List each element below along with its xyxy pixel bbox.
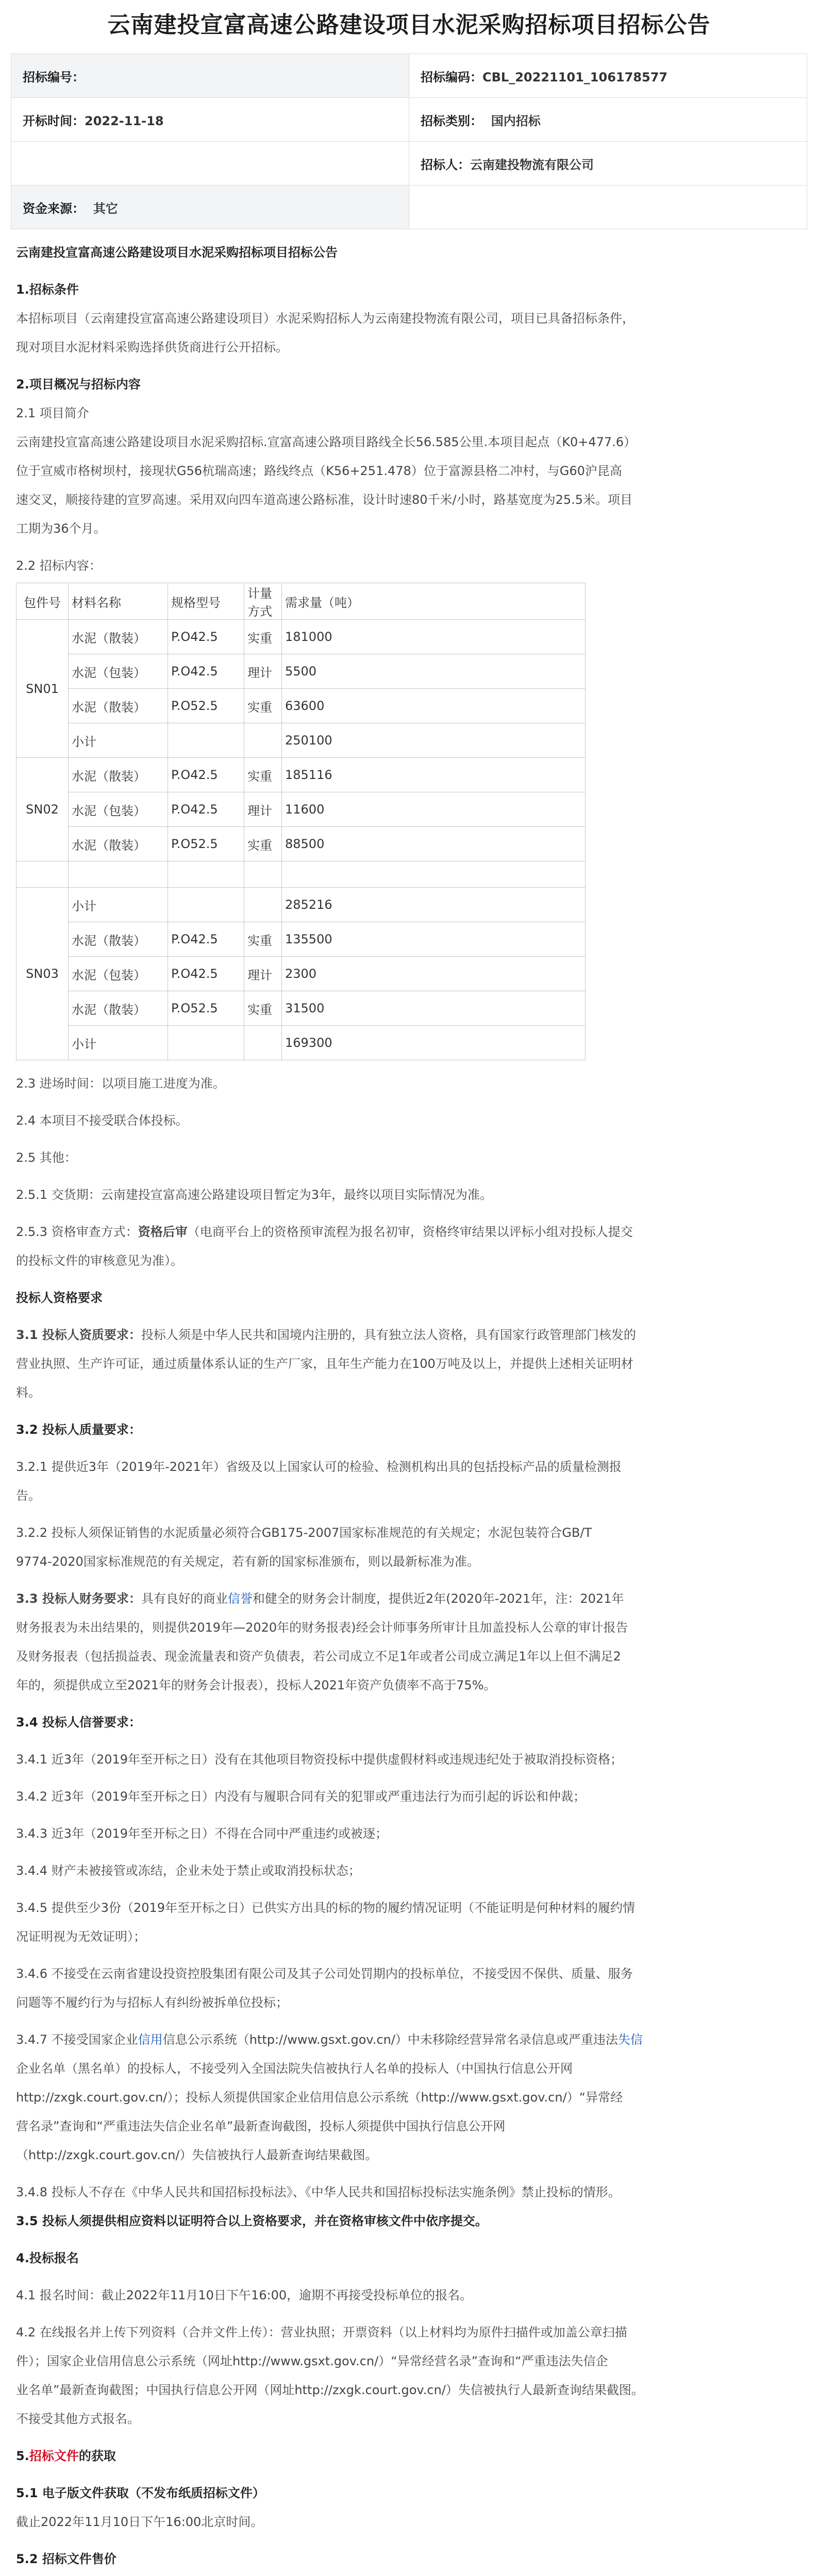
empty-cell [16, 861, 69, 888]
header-material: 材料名称 [69, 583, 168, 620]
spec-cell [168, 723, 244, 758]
spec-cell: P.O52.5 [168, 991, 244, 1026]
paragraph: 告。 [16, 1488, 41, 1503]
paragraph: 现对项目水泥材料采购选择供货商进行公开招标。 [16, 340, 288, 354]
quantity-cell: 169300 [282, 1026, 586, 1060]
paragraph: 速交叉，顺接待建的宣罗高速。采用双向四车道高速公路标准，设计时速80千米/小时，路基宽度为25.5米。项目 [16, 493, 633, 507]
section-5-2-title: 5.2 招标文件售价 [16, 2552, 116, 2566]
material-cell: 小计 [69, 1026, 168, 1060]
info-row [11, 54, 807, 98]
unit-cell [244, 723, 282, 758]
unit-cell [244, 1026, 282, 1060]
announcement-page [11, 0, 807, 2576]
unit-cell: 实重 [244, 620, 282, 654]
paragraph: 问题等不履约行为与招标人有纠纷被拆单位投标； [16, 1995, 288, 2010]
category-label: 招标类别： [421, 113, 482, 128]
material-cell: 小计 [69, 723, 168, 758]
spec-cell: P.O52.5 [168, 827, 244, 861]
paragraph: 3.4.3 近3年（2019年至开标之日）不得在合同中严重违约或被逐； [16, 1826, 388, 1841]
spec-cell: P.O42.5 [168, 922, 244, 957]
quantity-cell: 181000 [282, 620, 586, 654]
paragraph [16, 2028, 802, 2052]
section-5-1-title: 5.1 电子版文件获取（不发布纸质招标文件） [16, 2486, 265, 2500]
text-span: 信息公示系统（http://www.gsxt.gov.cn/）中未移除经营异常名录信息或严重违法 [162, 2032, 618, 2047]
tenderer-value: 云南建投物流有限公司 [470, 157, 594, 172]
header-unit: 计量方式 [244, 583, 282, 620]
bid-code-label: 招标编码： [421, 70, 482, 84]
info-row [11, 142, 807, 185]
paragraph: 4.1 报名时间：截止2022年11月10日下午16:00，逾期不再接受投标单位的报名。 [16, 2288, 473, 2302]
paragraph: 年的，须提供成立至2021年的财务会计报表），投标人2021年资产负债率不高于75%。 [16, 1678, 496, 1692]
material-cell: 水泥（散装） [69, 827, 168, 861]
section-2-title: 2.项目概况与招标内容 [16, 377, 141, 392]
table-row [16, 861, 586, 888]
paragraph: 料。 [16, 1385, 41, 1400]
text-span: 2.5.3 资格审查方式： [16, 1225, 138, 1239]
paragraph: 企业名单（黑名单）的投标人，不接受列入全国法院失信被执行人名单的投标人（中国执行信息公开网 [16, 2061, 573, 2076]
paragraph: 3.2.2 投标人须保证销售的水泥质量必须符合GB175-2007国家标准规范的有关规定；水泥包装符合GB/T [16, 1526, 592, 1540]
quantity-cell: 31500 [282, 991, 586, 1026]
table-row [16, 620, 586, 654]
spec-cell: P.O42.5 [168, 654, 244, 689]
empty-cell [168, 861, 244, 888]
quantity-cell: 185116 [282, 758, 586, 792]
paragraph [16, 1587, 802, 1611]
text-span: 5. [16, 2449, 29, 2463]
paragraph: 营名录”查询和“严重违法失信企业名单”最新查询截图，投标人须提供中国执行信息公开网 [16, 2119, 506, 2133]
section-3-4-title: 3.4 投标人信誉要求： [16, 1715, 141, 1730]
unit-cell: 实重 [244, 827, 282, 861]
source-value: 其它 [93, 201, 118, 216]
paragraph: 不接受其他方式报名。 [16, 2412, 140, 2426]
material-cell: 水泥（散装） [69, 758, 168, 792]
paragraph: 工期为36个月。 [16, 521, 106, 536]
paragraph: 位于宣威市格树坝村，接现状G56杭瑞高速；路线终点（K56+251.478）位于富源县格二冲村，与G60沪昆高 [16, 464, 622, 478]
table-row [16, 758, 586, 792]
bid-number-cell [11, 54, 409, 98]
spec-cell [168, 1026, 244, 1060]
quantity-cell: 88500 [282, 827, 586, 861]
quantity-cell: 11600 [282, 792, 586, 827]
paragraph: 2.4 本项目不接受联合体投标。 [16, 1113, 188, 1128]
table-row [16, 654, 586, 689]
quantity-cell: 2300 [282, 957, 586, 991]
intro-title: 云南建投宣富高速公路建设项目水泥采购招标项目招标公告 [16, 245, 338, 260]
category-cell [409, 98, 807, 142]
paragraph: 3.4.5 提供至少3份（2019年至开标之日）已供实方出具的标的物的履约情况证明（不能证明是何种材料的履约情 [16, 1901, 636, 1915]
text-span: 和健全的财务会计制度，提供近2年(2020年-2021年，注：2021年 [252, 1591, 624, 1606]
paragraph: 2.5.1 交货期：云南建投宣富高速公路建设项目暂定为3年，最终以项目实际情况为准。 [16, 1188, 492, 1202]
paragraph: 3.4.6 不接受在云南省建设投资控股集团有限公司及其子公司处罚期内的投标单位，不接受因不保供、质量、服务 [16, 1967, 633, 1981]
table-row [16, 792, 586, 827]
spec-cell [168, 888, 244, 922]
paragraph: 9774-2020国家标准规范的有关规定，若有新的国家标准颁布，则以最新标准为准。 [16, 1554, 479, 1569]
info-row [11, 98, 807, 142]
info-row [11, 185, 807, 229]
paragraph: 财务报表为未出结果的，则提供2019年—2020年的财务报表)经会计师事务所审计且加盖投标人公章的审计报告 [16, 1620, 628, 1635]
start-time-cell [11, 98, 409, 142]
paragraph: 4.2 在线报名并上传下列资料（合并文件上传）：营业执照；开票资料（以上材料均为原件扫描件或加盖公章扫描 [16, 2325, 627, 2340]
section-1-title: 1.招标条件 [16, 282, 79, 297]
unit-cell: 实重 [244, 758, 282, 792]
tenderer-cell [409, 142, 807, 185]
empty-cell [69, 861, 168, 888]
paragraph: http://zxgk.court.gov.cn/）；投标人须提供国家企业信用信息公示系统（http://www.gsxt.gov.cn/）“异常经 [16, 2090, 623, 2105]
unit-cell: 实重 [244, 689, 282, 723]
credit-link[interactable]: 信誉 [227, 1591, 253, 1606]
unit-cell: 理计 [244, 654, 282, 689]
bid-code-value: CBL_20221101_106178577 [482, 70, 668, 84]
empty-cell [282, 861, 586, 888]
category-value: 国内招标 [491, 113, 541, 128]
material-cell: 水泥（散装） [69, 922, 168, 957]
spec-cell: P.O42.5 [168, 758, 244, 792]
dishonest-link[interactable]: 失信 [617, 2032, 643, 2047]
table-row [16, 888, 586, 922]
table-row [16, 922, 586, 957]
table-row [16, 1026, 586, 1060]
announcement-content [11, 229, 807, 2576]
unit-cell: 实重 [244, 922, 282, 957]
package-cell: SN01 [16, 620, 69, 758]
start-time-value: 2022-11-18 [85, 113, 164, 128]
material-cell: 水泥（包装） [69, 792, 168, 827]
material-cell: 水泥（散装） [69, 620, 168, 654]
spec-cell: P.O42.5 [168, 792, 244, 827]
empty-cell [409, 185, 807, 229]
material-cell: 水泥（散装） [69, 689, 168, 723]
header-spec: 规格型号 [168, 583, 244, 620]
empty-cell [244, 861, 282, 888]
spec-cell: P.O42.5 [168, 957, 244, 991]
paragraph: 及财务报表（包括损益表、现金流量表和资产负债表，若公司成立不足1年或者公司成立满足1年以上但不满足2 [16, 1649, 621, 1664]
text-span: 投标人须是中华人民共和国境内注册的，具有独立法人资格，具有国家行政管理部门核发的 [141, 1328, 636, 1342]
section-3-title: 投标人资格要求 [16, 1291, 103, 1305]
quantity-cell: 285216 [282, 888, 586, 922]
source-cell [11, 185, 409, 229]
bold-text: 3.3 投标人财务要求： [16, 1591, 141, 1606]
info-table [11, 54, 807, 229]
bid-document-link[interactable]: 招标文件 [29, 2449, 79, 2463]
paragraph: 截止2022年11月10日下午16:00北京时间。 [16, 2515, 263, 2529]
material-cell: 水泥（散装） [69, 991, 168, 1026]
paragraph: 2.3 进场时间：以项目施工进度为准。 [16, 1076, 225, 1091]
unit-cell: 理计 [244, 957, 282, 991]
paragraph: 云南建投宣富高速公路建设项目水泥采购招标.宣富高速公路项目路线全长56.585公里.本项目起点（K0+477.6） [16, 435, 637, 449]
text-span: 具有良好的商业 [141, 1591, 228, 1606]
unit-cell: 理计 [244, 792, 282, 827]
quantity-cell: 5500 [282, 654, 586, 689]
paragraph: 3.4.1 近3年（2019年至开标之日）没有在其他项目物资投标中提供虚假材料或违规违纪处于被取消投标资格； [16, 1752, 623, 1767]
section-4-title: 4.投标报名 [16, 2251, 79, 2265]
paragraph: 3.4.4 财产未被接管或冻结，企业未处于禁止或取消投标状态； [16, 1863, 361, 1878]
section-2-1-title: 2.1 项目简介 [16, 406, 89, 420]
paragraph [16, 1323, 802, 1347]
section-3-5-title: 3.5 投标人须提供相应资料以证明符合以上资格要求，并在资格审核文件中依序提交。 [16, 2214, 488, 2228]
paragraph: 业名单”最新查询截图；中国执行信息公开网（网址http://zxgk.court.gov.cn/）失信被执行人最新查询结果截图。 [16, 2383, 644, 2397]
start-time-label: 开标时间： [23, 113, 85, 128]
text-span: （电商平台上的资格预审流程为报名初审，资格终审结果以评标小组对投标人提交 [187, 1225, 633, 1239]
text-span: 的获取 [78, 2449, 116, 2463]
paragraph: 况证明视为无效证明）； [16, 1929, 146, 1944]
text-span: 3.4.7 不接受国家企业 [16, 2032, 138, 2047]
table-row [16, 827, 586, 861]
paragraph: 3.4.2 近3年（2019年至开标之日）内没有与履职合同有关的犯罪或严重违法行为而引起的诉讼和仲裁； [16, 1789, 586, 1804]
tenderer-label: 招标人： [421, 157, 470, 172]
unit-cell [244, 888, 282, 922]
table-row [16, 723, 586, 758]
paragraph: 营业执照、生产许可证，通过质量体系认证的生产厂家，且年生产能力在100万吨及以上，并提供上述相关证明材 [16, 1357, 633, 1371]
bold-text: 3.1 投标人资质要求： [16, 1328, 141, 1342]
section-2-2-title: 2.2 招标内容： [16, 558, 102, 573]
package-cell: SN02 [16, 758, 69, 861]
section-3-2-title: 3.2 投标人质量要求： [16, 1422, 141, 1437]
package-cell: SN03 [16, 888, 69, 1060]
material-cell: 水泥（包装） [69, 957, 168, 991]
empty-cell [11, 142, 409, 185]
bold-text: 资格后审 [138, 1225, 188, 1239]
spec-cell: P.O42.5 [168, 620, 244, 654]
quantity-cell: 63600 [282, 689, 586, 723]
section-5-title [16, 2444, 802, 2468]
page-title: 云南建投宣富高速公路建设项目水泥采购招标项目招标公告 [107, 12, 711, 38]
header-quantity: 需求量（吨） [282, 583, 586, 620]
paragraph: 本招标项目（云南建投宣富高速公路建设项目）水泥采购招标人为云南建投物流有限公司，项目已具备招标条件， [16, 311, 635, 326]
paragraph [16, 1220, 802, 1244]
source-label: 资金来源： [23, 201, 85, 216]
bid-code-cell [409, 54, 807, 98]
table-row [16, 689, 586, 723]
paragraph: 件）；国家企业信用信息公示系统（网址http://www.gsxt.gov.cn/）“异常经营名录”查询和“严重违法失信企 [16, 2354, 608, 2368]
spec-cell: P.O52.5 [168, 689, 244, 723]
material-cell: 小计 [69, 888, 168, 922]
header-package: 包件号 [16, 583, 69, 620]
paragraph: （http://zxgk.court.gov.cn/）失信被执行人最新查询结果截图。 [16, 2148, 378, 2162]
table-header-row [16, 583, 586, 620]
bid-content-table [16, 583, 586, 1060]
unit-cell: 实重 [244, 991, 282, 1026]
paragraph: 3.2.1 提供近3年（2019年-2021年）省级及以上国家认可的检验、检测机构出具的包括投标产品的质量检测报 [16, 1460, 622, 1474]
material-cell: 水泥（包装） [69, 654, 168, 689]
credit-link[interactable]: 信用 [138, 2032, 163, 2047]
quantity-cell: 135500 [282, 922, 586, 957]
quantity-cell: 250100 [282, 723, 586, 758]
paragraph: 3.4.8 投标人不存在《中华人民共和国招标投标法》、《中华人民共和国招标投标法实施条例》禁止投标的情形。 [16, 2185, 621, 2199]
paragraph: 的投标文件的审核意见为准）。 [16, 1253, 183, 1268]
table-row [16, 957, 586, 991]
bid-number-label: 招标编号： [23, 70, 85, 84]
paragraph: 2.5 其他： [16, 1150, 77, 1165]
table-row [16, 991, 586, 1026]
